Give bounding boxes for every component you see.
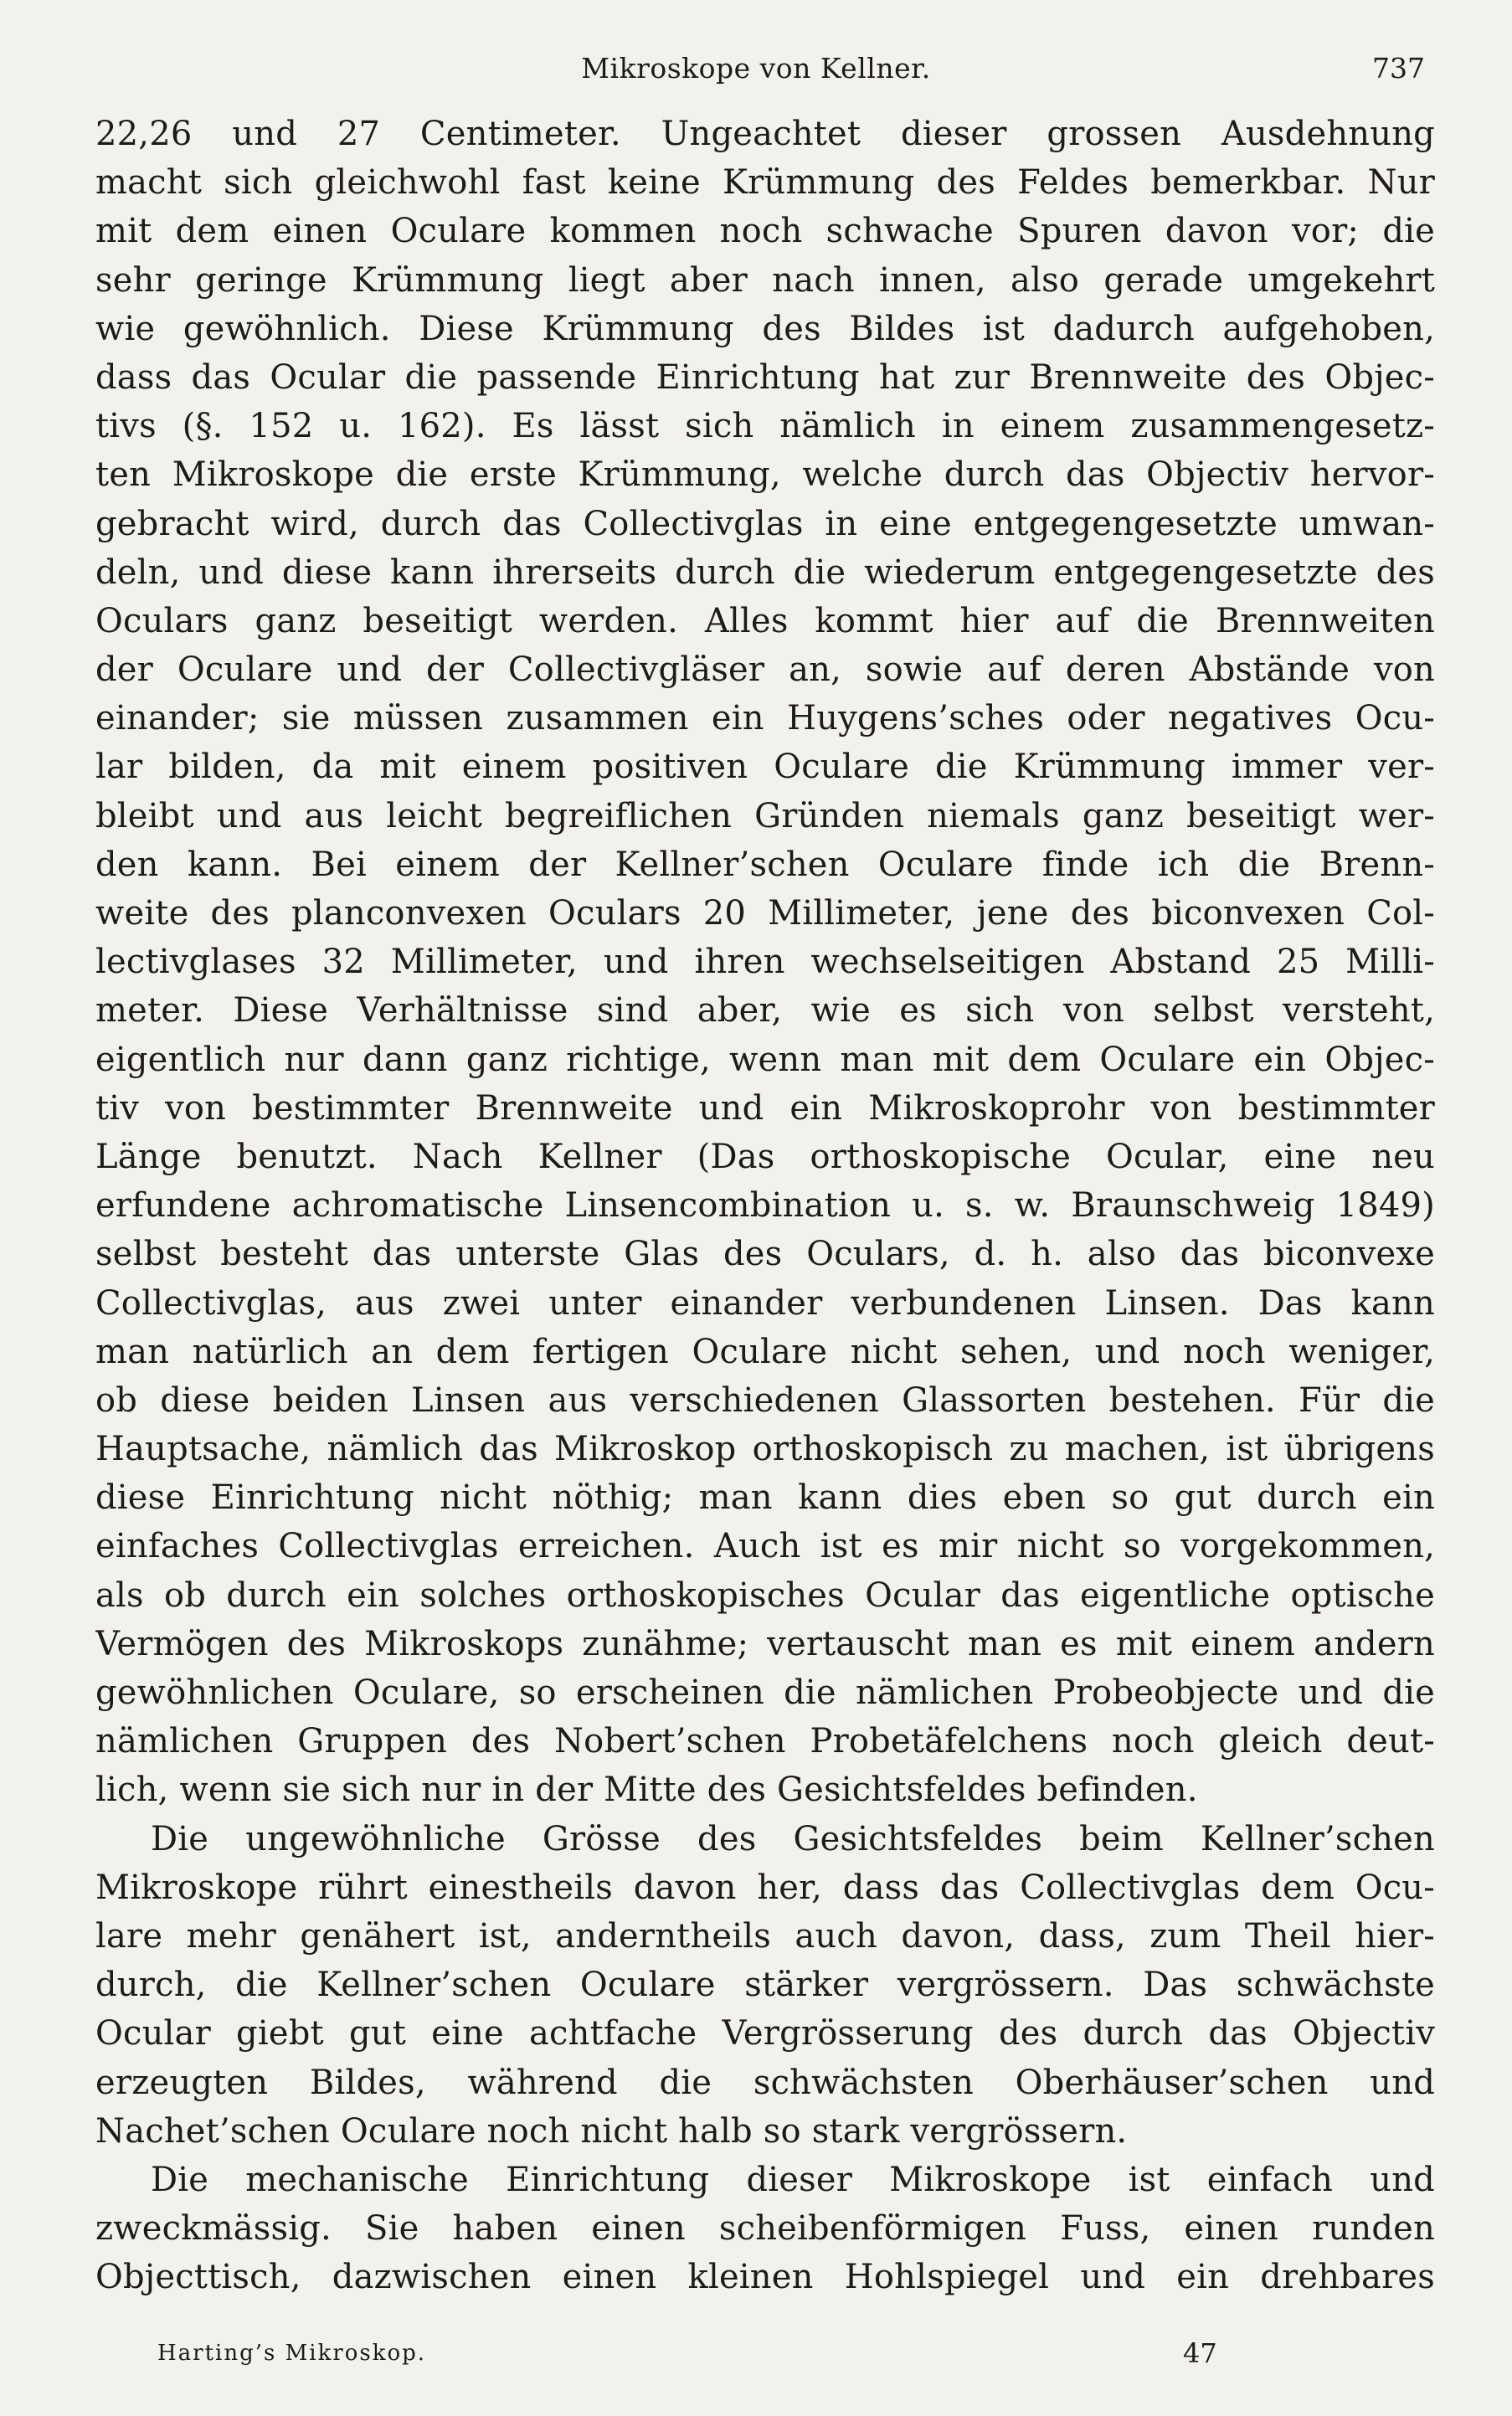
running-head xyxy=(0,52,1512,85)
text-line: Hauptsache, nämlich das Mikroskop orthoskopisch zu machen, ist übrigens xyxy=(95,1430,1435,1469)
text-line: eigentlich nur dann ganz richtige, wenn man mit dem Oculare ein Objec- xyxy=(95,1040,1435,1079)
sheet-number: 47 xyxy=(1183,2337,1217,2369)
text-line: Collectivglas, aus zwei unter einander verbundenen Linsen. Das kann xyxy=(95,1283,1435,1323)
text-line: Die mechanische Einrichtung dieser Mikroskope ist einfach und xyxy=(151,2160,1435,2199)
text-line: lare mehr genähert ist, anderntheils auch davon, dass, zum Theil hier- xyxy=(95,1916,1435,1956)
text-line: bleibt und aus leicht begreiflichen Gründen niemals ganz beseitigt wer- xyxy=(95,796,1435,835)
text-line: Die ungewöhnliche Grösse des Gesichtsfeldes beim Kellner’schen xyxy=(151,1819,1435,1858)
text-line: mit dem einen Oculare kommen noch schwache Spuren davon vor; die xyxy=(95,212,1435,251)
text-line: einander; sie müssen zusammen ein Huygens’sches oder negatives Ocu- xyxy=(95,699,1435,738)
text-line: weite des planconvexen Oculars 20 Millimeter, jene des biconvexen Col- xyxy=(95,894,1435,933)
text-line: zweckmässig. Sie haben einen scheibenförmigen Fuss, einen runden xyxy=(95,2209,1435,2249)
text-line: den kann. Bei einem der Kellner’schen Oculare finde ich die Brenn- xyxy=(95,845,1435,884)
text-line: deln, und diese kann ihrerseits durch die wiederum entgegengesetzte des xyxy=(95,553,1435,592)
text-line: 22,26 und 27 Centimeter. Ungeachtet dieser grossen Ausdehnung xyxy=(95,115,1435,153)
text-line: gebracht wird, durch das Collectivglas in eine entgegengesetzte umwan- xyxy=(95,504,1435,543)
text-line: als ob durch ein solches orthoskopisches Ocular das eigentliche optische xyxy=(95,1576,1435,1615)
text-line: meter. Diese Verhältnisse sind aber, wie es sich von selbst versteht, xyxy=(95,991,1435,1031)
printer-signature: Harting’s Mikroskop. xyxy=(157,2341,427,2366)
text-line: ten Mikroskope die erste Krümmung, welche durch das Objectiv hervor- xyxy=(95,455,1435,495)
text-line: tivs (§. 152 u. 162). Es lässt sich nämlich in einem zusammengesetz- xyxy=(95,407,1435,446)
text-line: lar bilden, da mit einem positiven Oculare die Krümmung immer ver- xyxy=(95,748,1435,787)
text-line: sehr geringe Krümmung liegt aber nach innen, also gerade umgekehrt xyxy=(95,260,1435,300)
text-line: macht sich gleichwohl fast keine Krümmung des Feldes bemerkbar. Nur xyxy=(95,163,1435,203)
text-line: erfundene achromatische Linsencombination u. s. w. Braunschweig 1849) xyxy=(95,1186,1435,1226)
text-line: wie gewöhnlich. Diese Krümmung des Bildes ist dadurch aufgehoben, xyxy=(95,309,1435,348)
text-line: nämlichen Gruppen des Nobert’schen Probetäfelchens noch gleich deut- xyxy=(95,1722,1435,1761)
text-line: lectivglases 32 Millimeter, und ihren wechselseitigen Abstand 25 Milli- xyxy=(95,943,1435,982)
text-line: lich, wenn sie sich nur in der Mitte des Gesichtsfeldes befinden. xyxy=(95,1771,1198,1810)
text-line: der Oculare und der Collectivgläser an, sowie auf deren Abstände von xyxy=(95,650,1435,690)
paragraph-2 xyxy=(95,1815,1435,2156)
text-line: ob diese beiden Linsen aus verschiedenen Glassorten bestehen. Für die xyxy=(95,1380,1435,1420)
text-line: selbst besteht das unterste Glas des Oculars, d. h. also das biconvexe xyxy=(95,1235,1435,1274)
text-line: tiv von bestimmter Brennweite und ein Mikroskoprohr von bestimmter xyxy=(95,1088,1435,1128)
text-line: erzeugten Bildes, während die schwächsten Oberhäuser’schen und xyxy=(95,2063,1435,2102)
page-number: 737 xyxy=(1372,52,1425,85)
text-line: durch, die Kellner’schen Oculare stärker vergrössern. Das schwächste xyxy=(95,1966,1435,2005)
text-line: Vermögen des Mikroskops zunähme; vertauscht man es mit einem andern xyxy=(95,1624,1435,1663)
text-line: gewöhnlichen Oculare, so erscheinen die nämlichen Probeobjecte und die xyxy=(95,1673,1435,1712)
text-line: Länge benutzt. Nach Kellner (Das orthoskopische Ocular, eine neu xyxy=(95,1137,1435,1176)
text-line: dass das Ocular die passende Einrichtung hat zur Brennweite des Objec- xyxy=(95,357,1435,397)
paragraph-3 xyxy=(95,2156,1435,2302)
paragraph-1 xyxy=(95,110,1435,1815)
body-text xyxy=(95,110,1435,2301)
text-line: Oculars ganz beseitigt werden. Alles kommt hier auf die Brennweiten xyxy=(95,601,1435,640)
text-line: Ocular giebt gut eine achtfache Vergrösserung des durch das Objectiv xyxy=(95,2014,1435,2054)
text-line: man natürlich an dem fertigen Oculare nicht sehen, und noch weniger, xyxy=(95,1332,1435,1371)
text-line: diese Einrichtung nicht nöthig; man kann dies eben so gut durch ein xyxy=(95,1478,1435,1518)
text-line: Objecttisch, dazwischen einen kleinen Hohlspiegel und ein drehbares xyxy=(95,2258,1435,2297)
text-line: Nachet’schen Oculare noch nicht halb so stark vergrössern. xyxy=(95,2111,1128,2151)
running-title: Mikroskope von Kellner. xyxy=(581,52,931,85)
text-line: einfaches Collectivglas erreichen. Auch ist es mir nicht so vorgekommen, xyxy=(95,1527,1435,1566)
page-footer xyxy=(157,2337,1380,2374)
text-line: Mikroskope rührt einestheils davon her, dass das Collectivglas dem Ocu- xyxy=(95,1868,1435,1907)
